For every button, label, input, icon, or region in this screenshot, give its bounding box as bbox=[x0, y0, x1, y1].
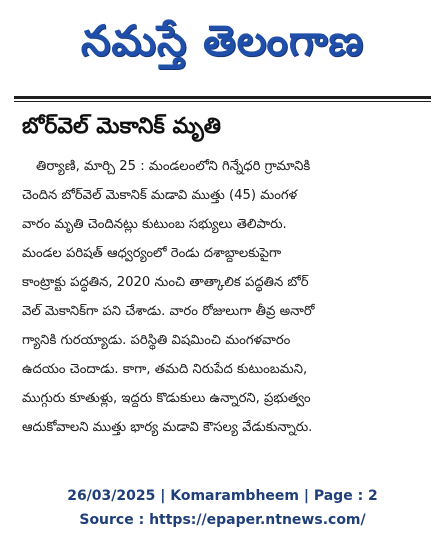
article-line: ఉదయం చెందాడు. కాగా, తమది నిరుపేద కుటుంబమని, bbox=[22, 362, 308, 377]
article-body bbox=[22, 152, 422, 442]
article-line: వారం మృతి చెందినట్లు కుటుంబ సభ్యులు తెలిపారు. bbox=[22, 217, 287, 232]
article-line: వెల్ మెకానిక్‌గా పని చేశాడు. వారం రోజులుగా తీవ్ర అనారో bbox=[22, 304, 315, 319]
publication-date-line: 26/03/2025 | Komarambheem | Page : 2 bbox=[67, 488, 378, 504]
masthead-divider-thin bbox=[14, 101, 431, 102]
article-line: చెందిన బోర్‌వెల్ మెకానిక్ మడావి ముత్తు (45) మంగళ bbox=[22, 188, 298, 203]
newspaper-title: నమస్తే తెలంగాణ bbox=[80, 16, 365, 65]
article-line: తిర్యాణి, మార్చి 25 : మండలంలోని గిన్నేధరి గ్రామానికి bbox=[36, 159, 311, 174]
source-line: Source : https://epaper.ntnews.com/ bbox=[79, 512, 366, 528]
article-line: ముగ్గురు కూతుళ్లు, ఇద్దరు కొడుకులు ఉన్నారని, ప్రభుత్వం bbox=[22, 391, 311, 406]
article-line: గ్యానికి గురయ్యాడు. పరిస్థితి విషమించి మంగళవారం bbox=[22, 333, 291, 348]
article-line: మండల పరిషత్ ఆధ్వర్యంలో రెండు దశాబ్దాలకుపైగా bbox=[22, 246, 282, 261]
article-line: ఆదుకోవాలని ముత్తు భార్య మడావి కౌసల్య వేడుకున్నారు. bbox=[22, 420, 313, 435]
article-headline: బోర్‌వెల్ మెకానిక్ మృతి bbox=[22, 114, 221, 139]
article-line: కాంట్రాక్టు పద్ధతిన, 2020 నుంచి తాత్కాలిక పద్ధతిన బోర్ bbox=[22, 275, 309, 290]
masthead bbox=[0, 0, 445, 92]
masthead-divider-thick bbox=[14, 96, 431, 99]
